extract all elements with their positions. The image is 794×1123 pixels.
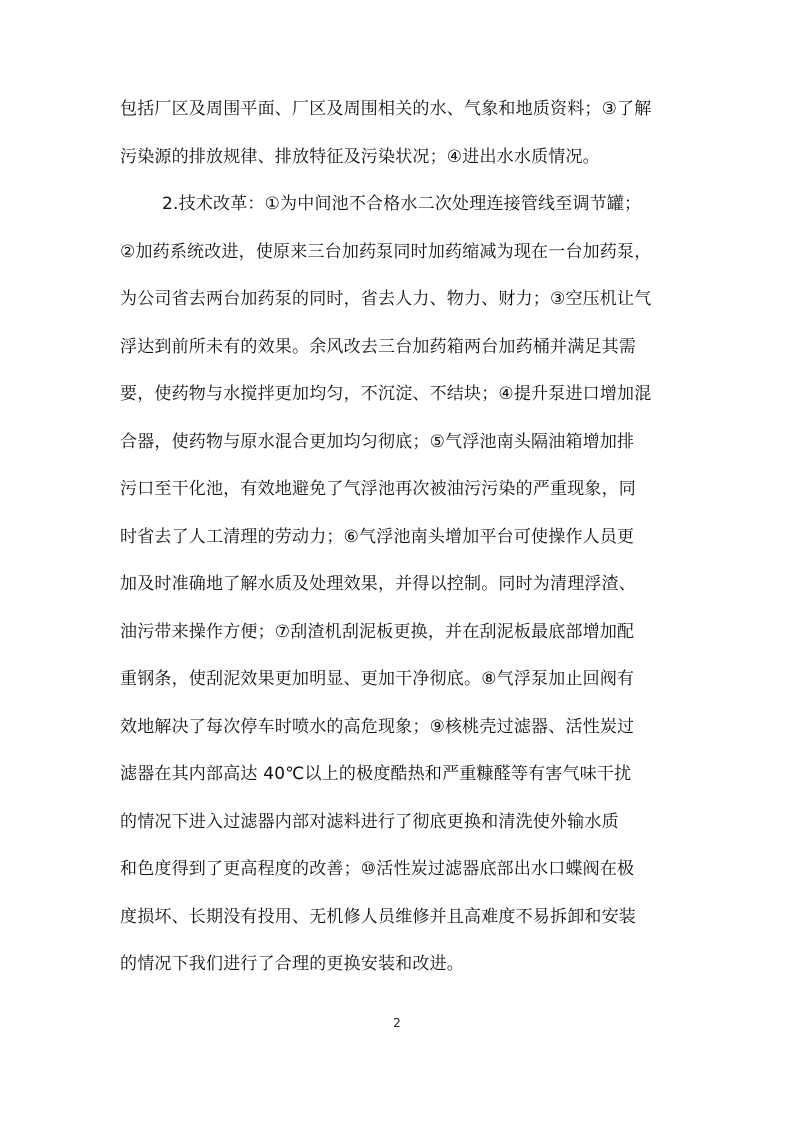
text-line: 包括厂区及周围平面、厂区及周围相关的水、气象和地质资料；③了解	[120, 99, 652, 119]
text-line: 2.技术改革：①为中间池不合格水二次处理连接管线至调节罐；	[162, 194, 642, 214]
page-number: 2	[393, 1016, 401, 1030]
text-line: 污染源的排放规律、排放特征及污染状况；④进出水水质情况。	[120, 146, 600, 167]
text-line: ②加药系统改进，使原来三台加药泵同时加药缩减为现在一台加药泵，	[120, 241, 652, 262]
text-line: 度损坏、长期没有投用、无机修人员维修并且高难度不易拆卸和安装	[120, 906, 636, 927]
text-line: 效地解决了每次停车时喷水的高危现象；⑨核桃壳过滤器、活性炭过	[120, 716, 635, 737]
text-line: 合器，使药物与原水混合更加均匀彻底；⑤气浮池南头隔油箱增加排	[120, 431, 635, 452]
text-line: 和色度得到了更高程度的改善；⑩活性炭过滤器底部出水口蝶阀在极	[120, 859, 635, 879]
text-line: 时省去了人工清理的劳动力；⑥气浮池南头增加平台可使操作人员更	[120, 526, 635, 547]
text-line: 的情况下我们进行了合理的更换安装和改进。	[120, 954, 464, 974]
text-line: 滤器在其内部高达 40℃以上的极度酷热和严重糠醛等有害气味干扰	[120, 764, 632, 784]
body-text	[120, 86, 685, 989]
text-line: 重钢条，使刮泥效果更加明显、更加干净彻底。⑧气浮泵加止回阀有	[120, 669, 635, 689]
text-line: 的情况下进入过滤器内部对滤料进行了彻底更换和清洗使外输水质	[120, 811, 619, 832]
text-line: 污口至干化池，有效地避免了气浮池再次被油污污染的严重现象，同	[120, 479, 636, 499]
text-line: 为公司省去两台加药泵的同时，省去人力、物力、财力；③空压机让气	[120, 289, 652, 309]
text-line: 油污带来操作方便；⑦刮渣机刮泥板更换，并在刮泥板最底部增加配	[120, 621, 635, 642]
text-line: 加及时准确地了解水质及处理效果，并得以控制。同时为清理浮渣、	[120, 574, 636, 594]
text-line: 要，使药物与水搅拌更加均匀，不沉淀、不结块；④提升泵进口增加混	[120, 384, 652, 404]
text-line: 浮达到前所未有的效果。余风改去三台加药箱两台加药桶并满足其需	[120, 336, 636, 357]
